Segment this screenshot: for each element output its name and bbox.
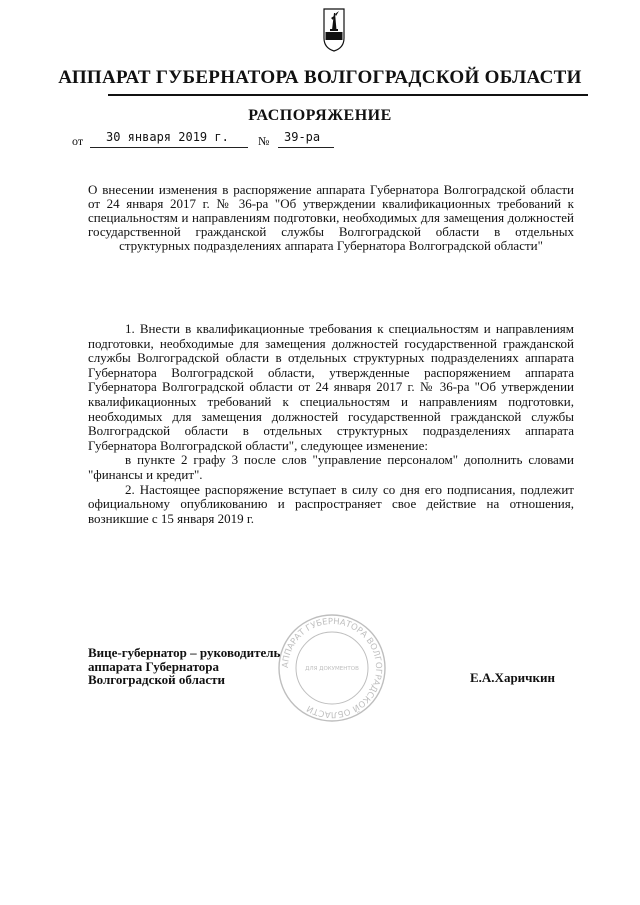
- body-paragraph: 2. Настоящее распоряжение вступает в силу со дня его подписания, подлежит официальному опубликованию и распространяет свое действие на отношения, возникшие с 15 января 2019 г.: [88, 481, 574, 526]
- document-subject: О внесении изменения в распоряжение аппарата Губернатора Волгоградской области от 24 января 2017 г. № 36-ра "Об утверждении квалификационных требований к специальностям и направлениям подготовки, необходимых для замещения должностей государственной гражданской службы Волгоградской области в отдельных структурных подразделениях аппарата Губернатора Волгоградской области": [88, 182, 574, 253]
- organization-name: АППАРАТ ГУБЕРНАТОРА ВОЛГОГРАДСКОЙ ОБЛАСТИ: [58, 67, 582, 88]
- stamp-ring-text: АППАРАТ ГУБЕРНАТОРА ВОЛГОГРАДСКОЙ ОБЛАСТИ: [280, 616, 384, 720]
- date-underline: [90, 147, 248, 148]
- signatory-position: [88, 646, 280, 687]
- date-value: 30 января 2019 г.: [106, 130, 229, 144]
- stamp-center-text: ДЛЯ ДОКУМЕНТОВ: [305, 666, 359, 672]
- header-divider: [108, 94, 588, 96]
- document-title: РАСПОРЯЖЕНИЕ: [248, 107, 392, 124]
- number-prefix: №: [258, 134, 270, 148]
- position-line: Вице-губернатор – руководитель: [88, 645, 281, 660]
- signatory-name: Е.А.Харичкин: [470, 670, 555, 685]
- number-underline: [278, 147, 334, 148]
- volgograd-coat-of-arms-icon: [323, 8, 345, 52]
- official-stamp: [276, 612, 388, 724]
- body-paragraph: 1. Внести в квалификационные требования к специальностям и направлениям подготовки, необходимые для замещения должностей государственной гражданской службы Волгоградской области в отдельных структурных подразделениях аппарата Губернатора Волгоградской области, утвержденные распоряжением аппарата Губернатора Волгоградской области от 24 января 2017 г. № 36-ра "Об утверждении квалификационных требований к специальностям и направлениям подготовки, необходимых для замещения должностей государственной гражданской службы Волгоградской области в отдельных структурных подразделениях аппарата Губернатора Волгоградской области", следующее изменение:: [88, 321, 574, 453]
- document-body: [88, 322, 574, 526]
- position-line: аппарата Губернатора: [88, 658, 220, 674]
- body-paragraph: в пункте 2 графу 3 после слов "управление персоналом" дополнить словами "финансы и кредит".: [88, 452, 574, 482]
- date-prefix: от: [72, 134, 84, 148]
- number-value: 39-ра: [284, 130, 321, 144]
- position-line: Волгоградской области: [88, 672, 226, 687]
